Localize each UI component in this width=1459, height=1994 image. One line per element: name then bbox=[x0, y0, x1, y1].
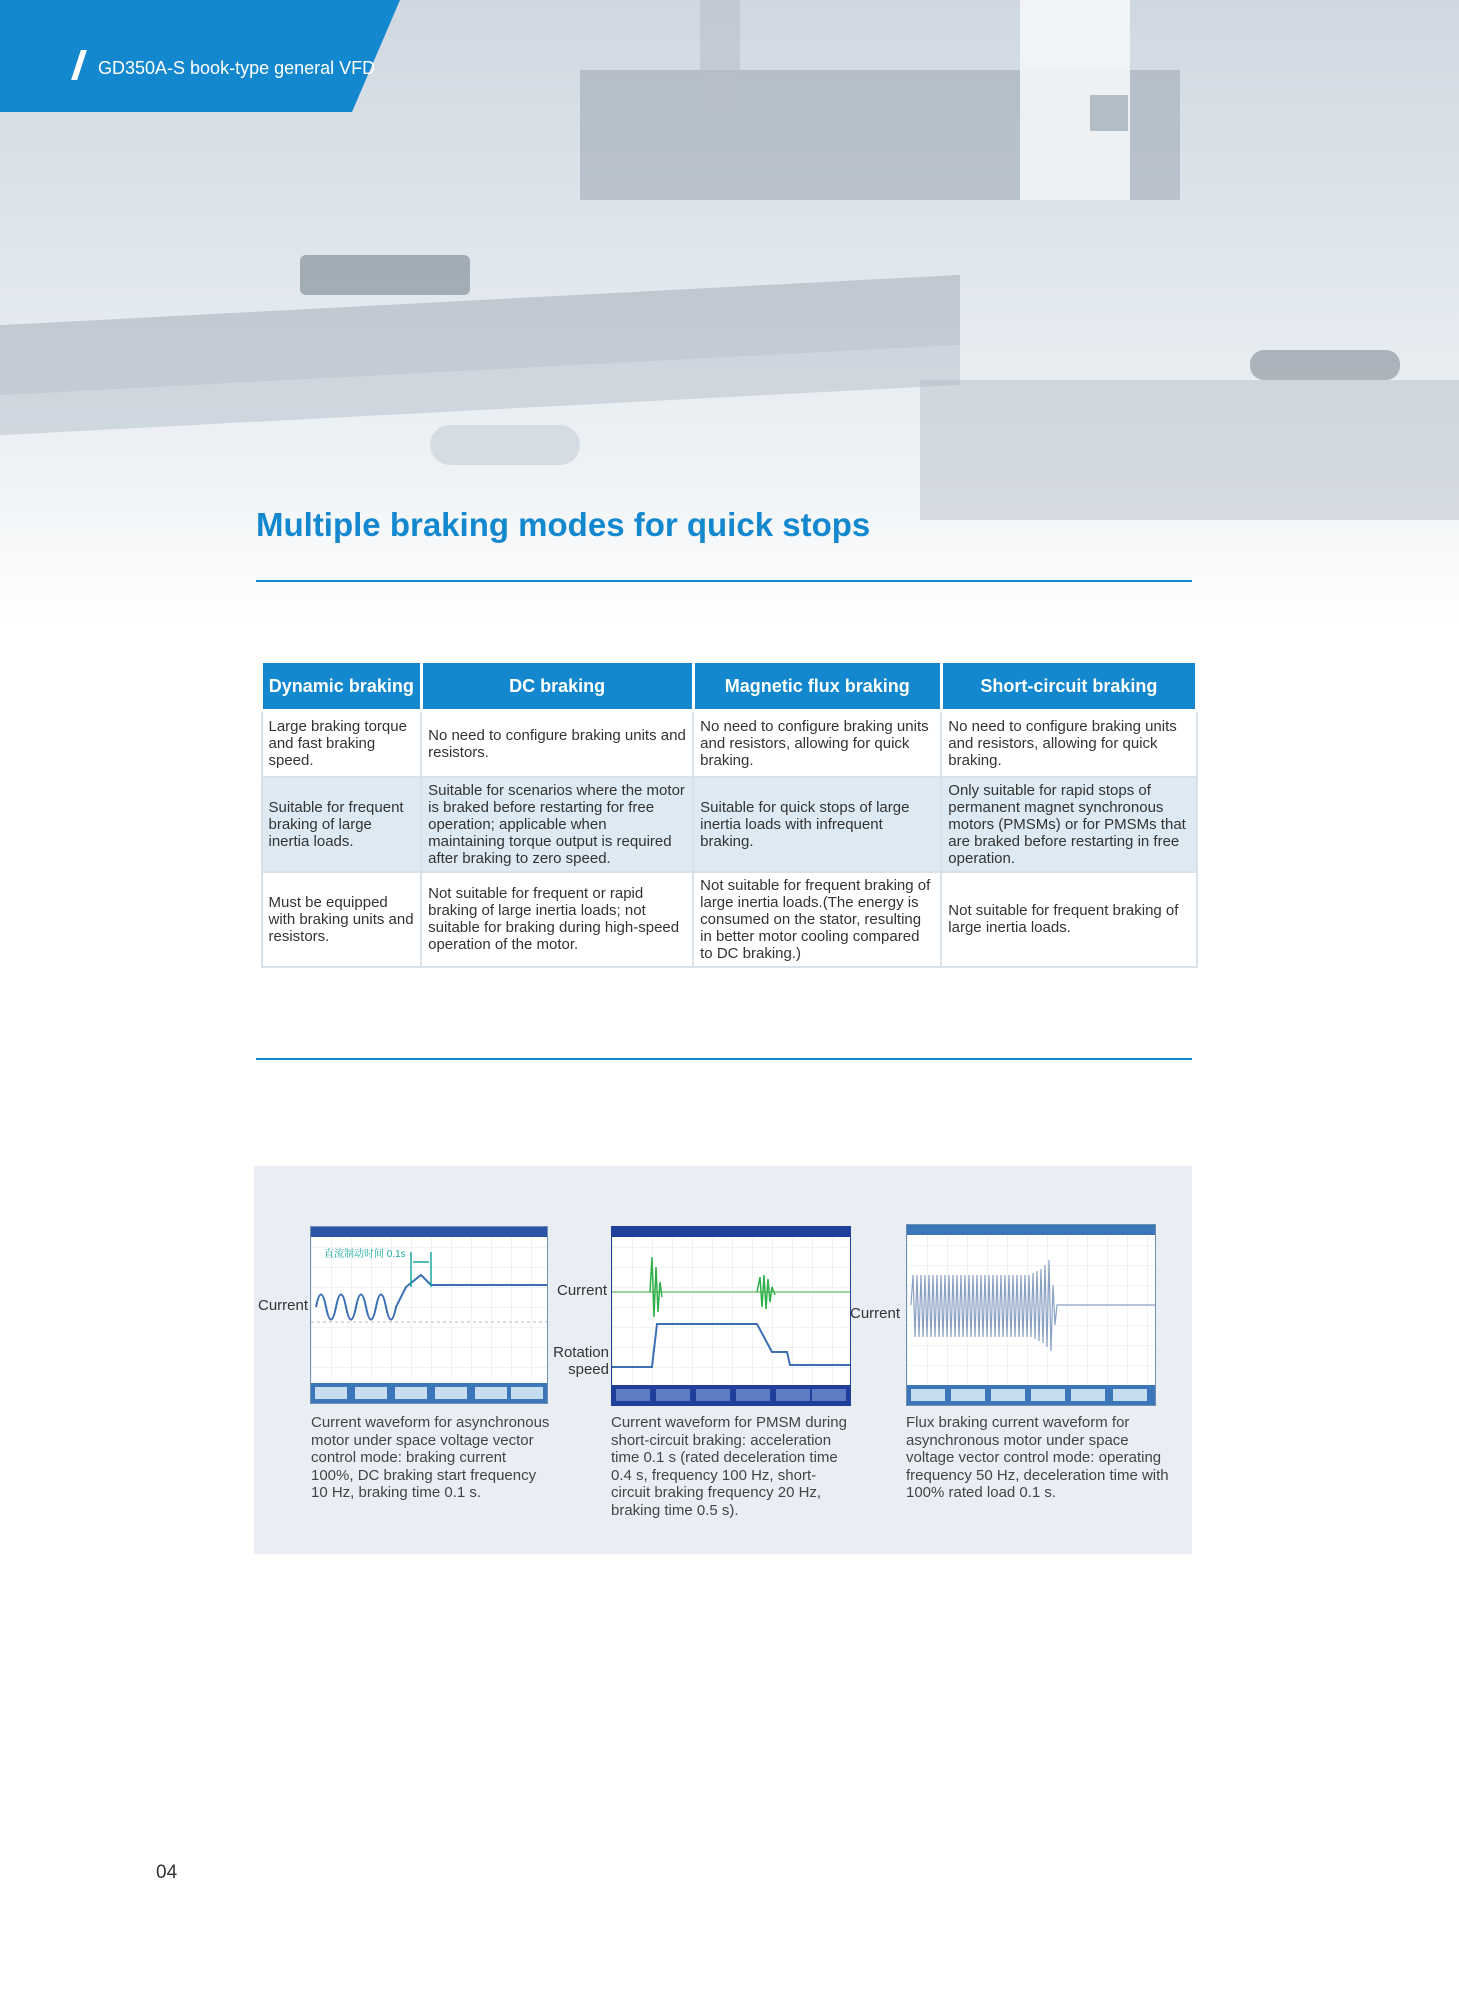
table-header-row bbox=[262, 662, 1197, 711]
table-cell: Not suitable for frequent braking of large inertia loads.(The energy is consumed on the stator, resulting in better motor cooling compared to DC braking.) bbox=[693, 872, 941, 967]
waveform-3-caption: Flux braking current waveform for asynchronous motor under space voltage vector control mode: operating frequency 50 Hz, deceleration time with 100% rated load 0.1 s. bbox=[906, 1414, 1169, 1501]
page-number: 04 bbox=[156, 1862, 178, 1883]
braking-comparison-table bbox=[260, 660, 1198, 968]
table-cell: Suitable for frequent braking of large inertia loads. bbox=[262, 777, 422, 872]
header-dynamic-braking: Dynamic braking bbox=[262, 662, 422, 711]
waveform-1-current-label: Current bbox=[258, 1297, 309, 1314]
dc-braking-time-annotation: 直流制动时间 0.1s bbox=[324, 1249, 406, 1260]
flux-braking-oscilloscope bbox=[906, 1224, 1156, 1406]
table-cell: Must be equipped with braking units and resistors. bbox=[262, 872, 422, 967]
short-circuit-braking-oscilloscope bbox=[611, 1226, 851, 1406]
header-magnetic-flux-braking: Magnetic flux braking bbox=[693, 662, 941, 711]
title-divider bbox=[256, 580, 1192, 582]
table-row bbox=[262, 872, 1197, 967]
section-divider bbox=[256, 1058, 1192, 1060]
table-cell: Not suitable for frequent braking of large inertia loads. bbox=[941, 872, 1196, 967]
waveform-2-caption: Current waveform for PMSM during short-circuit braking: acceleration time 0.1 s (rated deceleration time 0.4 s, frequency 100 Hz, short-circuit braking frequency 20 Hz, braking time 0.5 s). bbox=[611, 1414, 847, 1519]
section-title: Multiple braking modes for quick stops bbox=[256, 506, 871, 543]
header-dc-braking: DC braking bbox=[421, 662, 693, 711]
waveform-2-current-label: Current bbox=[557, 1282, 608, 1299]
table-cell: Suitable for scenarios where the motor is braked before restarting for free operation; applicable when maintaining torque output is required after braking to zero speed. bbox=[421, 777, 693, 872]
header-short-circuit-braking: Short-circuit braking bbox=[941, 662, 1196, 711]
waveform-1-caption: Current waveform for asynchronous motor under space voltage vector control mode: braking current 100%, DC braking start frequency 10 Hz, braking time 0.1 s. bbox=[311, 1414, 550, 1501]
product-tag bbox=[0, 0, 400, 112]
product-tag-text: GD350A-S book-type general VFD bbox=[98, 58, 376, 78]
table-row bbox=[262, 711, 1197, 777]
table-cell: Suitable for quick stops of large inertia loads with infrequent braking. bbox=[693, 777, 941, 872]
waveform-2-rotation-speed-label: Rotation speed bbox=[553, 1344, 609, 1378]
table-cell: Only suitable for rapid stops of permanent magnet synchronous motors (PMSMs) or for PMSMs that are braked before restarting in free operation. bbox=[941, 777, 1196, 872]
table-cell: No need to configure braking units and resistors, allowing for quick braking. bbox=[941, 711, 1196, 777]
table-cell: No need to configure braking units and resistors. bbox=[421, 711, 693, 777]
table-cell: Not suitable for frequent or rapid braking of large inertia loads; not suitable for braking during high-speed operation of the motor. bbox=[421, 872, 693, 967]
table-cell: No need to configure braking units and resistors, allowing for quick braking. bbox=[693, 711, 941, 777]
table-cell: Large braking torque and fast braking speed. bbox=[262, 711, 422, 777]
table-row bbox=[262, 777, 1197, 872]
waveform-3-current-label: Current bbox=[850, 1305, 901, 1322]
